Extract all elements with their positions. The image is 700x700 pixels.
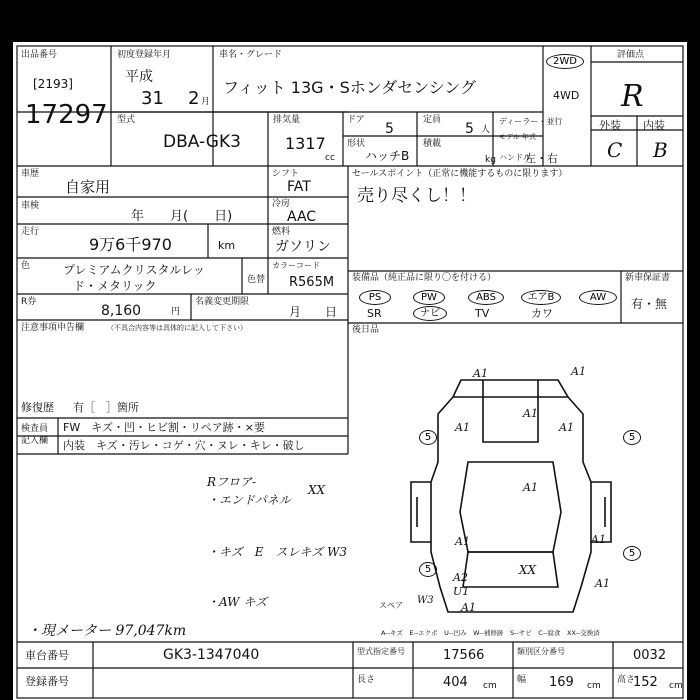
inspection-label: 車検 bbox=[21, 201, 40, 211]
body-label: 形状 bbox=[347, 139, 366, 149]
body-value: ハッチB bbox=[365, 149, 410, 163]
repair-label: 修復歴 bbox=[21, 401, 54, 414]
width-value: 169 bbox=[549, 675, 574, 690]
recycle-value: 8,160 bbox=[101, 303, 142, 319]
chassis-value: GK3-1347040 bbox=[163, 647, 260, 663]
drive-2wd: 2WD bbox=[546, 54, 584, 69]
height-value: 152 bbox=[633, 675, 658, 690]
diagram-mark: 5 bbox=[623, 546, 641, 561]
height-label: 高さ bbox=[617, 675, 636, 685]
month-unit: 月 bbox=[201, 97, 211, 107]
width-unit: cm bbox=[587, 681, 601, 691]
load-unit: kg bbox=[485, 155, 496, 165]
score-label: 評価点 bbox=[617, 50, 645, 60]
handle-value: 左・右 bbox=[525, 152, 558, 165]
width-label: 幅 bbox=[517, 675, 527, 685]
sales-point-value: 売り尽くし！！ bbox=[357, 186, 476, 206]
car-name: フィット 13G・Sホンダセンシング bbox=[223, 78, 476, 97]
category-value: 自家用 bbox=[65, 178, 111, 196]
diagram-mark: A1 bbox=[559, 421, 574, 434]
displacement-label: 排気量 bbox=[273, 115, 301, 125]
displacement-value: 1317 bbox=[285, 134, 326, 153]
year: 31 bbox=[141, 88, 164, 109]
lot-label: 出品番号 bbox=[21, 50, 58, 60]
diagram-mark: A1 bbox=[455, 535, 470, 548]
diagram-mark: XX bbox=[519, 563, 537, 577]
handwritten-meter-note: ・現メーター 97,047km bbox=[27, 623, 187, 639]
interior-value: B bbox=[653, 138, 668, 162]
diagram-mark: A1 bbox=[523, 407, 538, 420]
shift-label: シフト bbox=[272, 169, 300, 179]
fuel-value: ガソリン bbox=[275, 239, 331, 255]
car-diagram bbox=[411, 380, 611, 612]
handwritten-note-3: ・キズ E スレキズ W3 bbox=[207, 545, 348, 559]
length-label: 長さ bbox=[357, 675, 376, 685]
equip-sr: SR bbox=[367, 307, 382, 320]
model-label: 型式 bbox=[117, 115, 136, 125]
exterior-label: 外装 bbox=[599, 119, 621, 132]
equip-leather: カワ bbox=[531, 307, 553, 320]
inspector-label: 検査員記入欄 bbox=[21, 424, 49, 446]
diagram-mark: A1 bbox=[595, 577, 610, 590]
dealer-label: ディーラー・並行 bbox=[499, 117, 563, 126]
designation-label: 型式指定番号 bbox=[357, 647, 405, 656]
equip-aw: AW bbox=[579, 290, 617, 305]
lot-sub: [2193] bbox=[33, 77, 73, 91]
model-year-label: モデル 年式 bbox=[499, 133, 536, 141]
color-value-2: ド・メタリック bbox=[73, 279, 157, 293]
ac-label: 冷房 bbox=[272, 199, 291, 209]
equip-abs: ABS bbox=[468, 290, 504, 305]
expiry-label: 名義変更期限 bbox=[195, 297, 250, 307]
color-code-value: R565M bbox=[289, 275, 335, 290]
color-value-1: プレミアムクリスタルレッ bbox=[63, 263, 206, 277]
auction-sheet bbox=[13, 42, 687, 700]
color-label: 色 bbox=[21, 261, 31, 271]
sales-point-label: セールスポイント（正常に機能するものに限ります） bbox=[352, 169, 568, 179]
load-label: 積載 bbox=[423, 139, 442, 149]
handwritten-note-1: Rフロア- bbox=[207, 475, 257, 489]
equip-pw: PW bbox=[413, 290, 445, 305]
chassis-label: 車台番号 bbox=[25, 649, 69, 662]
diagram-mark: 5 bbox=[623, 430, 641, 445]
spare-label: スペア bbox=[379, 601, 403, 610]
diagram-mark: A1 bbox=[523, 481, 538, 494]
notes-sub: （不具合内容等は具体的に記入して下さい） bbox=[107, 324, 247, 332]
fuel-label: 燃料 bbox=[272, 227, 291, 237]
color-code-sub-label: カラーコード bbox=[272, 261, 320, 270]
category-no-value: 0032 bbox=[633, 648, 667, 663]
diagram-mark: A1 bbox=[461, 601, 476, 614]
doors-value: 5 bbox=[385, 121, 394, 137]
length-value: 404 bbox=[443, 675, 468, 690]
equip-navi: ナビ bbox=[413, 306, 447, 321]
notes-label: 注意事項申告欄 bbox=[21, 323, 85, 333]
model-value: DBA-GK3 bbox=[163, 132, 241, 152]
lot-number: 17297 bbox=[25, 100, 108, 130]
era: 平成 bbox=[125, 69, 153, 85]
diagram-mark: W3 bbox=[417, 595, 434, 606]
height-unit: cm bbox=[669, 681, 683, 691]
inspector-row2: 内装 キズ・汚レ・コゲ・穴・ヌレ・キレ・破し bbox=[63, 439, 305, 452]
warranty-value: 有・無 bbox=[631, 297, 668, 311]
inspector-row1: FW キズ・凹・ヒビ割・リペア跡・×要 bbox=[63, 421, 265, 434]
equip-ps: PS bbox=[359, 290, 391, 305]
diagram-legend: A--キズ E--エクボ U--凹み W--補修跡 S--サビ C--腐食 XX--交換済 bbox=[381, 629, 600, 637]
handwritten-note-xx: XX bbox=[308, 483, 326, 497]
handle-label: ハンドル bbox=[499, 153, 531, 162]
capacity-label: 定員 bbox=[423, 115, 442, 125]
diagram-mark: U1 bbox=[453, 585, 470, 598]
shift-value: FAT bbox=[287, 179, 311, 195]
diagram-mark: 5 bbox=[419, 562, 437, 577]
warranty-label: 新車保証書 bbox=[625, 273, 671, 283]
equip-airbag: エアB bbox=[521, 290, 561, 305]
diagram-mark: 5 bbox=[419, 430, 437, 445]
exterior-value: C bbox=[607, 138, 623, 162]
mileage-unit: km bbox=[218, 239, 236, 252]
name-label: 車名・グレード bbox=[219, 50, 283, 60]
category-label: 車歴 bbox=[21, 169, 40, 179]
reg-label: 登録番号 bbox=[25, 675, 69, 688]
color-code-label: 色替 bbox=[247, 275, 266, 285]
handwritten-note-4: ・AW キズ bbox=[207, 595, 268, 609]
mileage-value: 9万6千970 bbox=[89, 235, 172, 254]
capacity-unit: 人 bbox=[481, 125, 491, 135]
recycle-unit: 円 bbox=[171, 307, 181, 317]
expiry-value: 月 日 bbox=[289, 305, 338, 319]
designation-value: 17566 bbox=[443, 648, 485, 663]
interior-label: 内装 bbox=[643, 119, 665, 132]
diagram-mark: A2 bbox=[453, 571, 468, 584]
diagram-mark: A1 bbox=[473, 367, 488, 380]
equip-tv: TV bbox=[475, 307, 490, 320]
ac-value: AAC bbox=[287, 209, 317, 225]
diagram-mark: A1 bbox=[455, 421, 470, 434]
diagram-mark: A1 bbox=[591, 533, 606, 546]
later-input-label: 後日品 bbox=[352, 325, 380, 335]
month: 2 bbox=[188, 88, 200, 109]
capacity-value: 5 bbox=[465, 121, 474, 137]
recycle-label: R券 bbox=[21, 297, 37, 307]
mileage-label: 走行 bbox=[21, 227, 40, 237]
drive-4wd: 4WD bbox=[553, 89, 580, 102]
repair-value: 有［ ］箇所 bbox=[73, 401, 139, 414]
inspection-value: 年 月( 日) bbox=[131, 209, 233, 224]
displacement-unit: cc bbox=[325, 153, 335, 163]
equipment-label: 装備品（純正品に限り〇を付ける） bbox=[352, 273, 497, 283]
category-no-label: 類別区分番号 bbox=[517, 647, 565, 656]
score-value: R bbox=[621, 79, 644, 114]
length-unit: cm bbox=[483, 681, 497, 691]
diagram-mark: A1 bbox=[571, 365, 586, 378]
doors-label: ドア bbox=[347, 115, 365, 125]
first-reg-label: 初度登録年月 bbox=[117, 50, 172, 60]
handwritten-note-2: ・エンドパネル bbox=[207, 493, 291, 507]
